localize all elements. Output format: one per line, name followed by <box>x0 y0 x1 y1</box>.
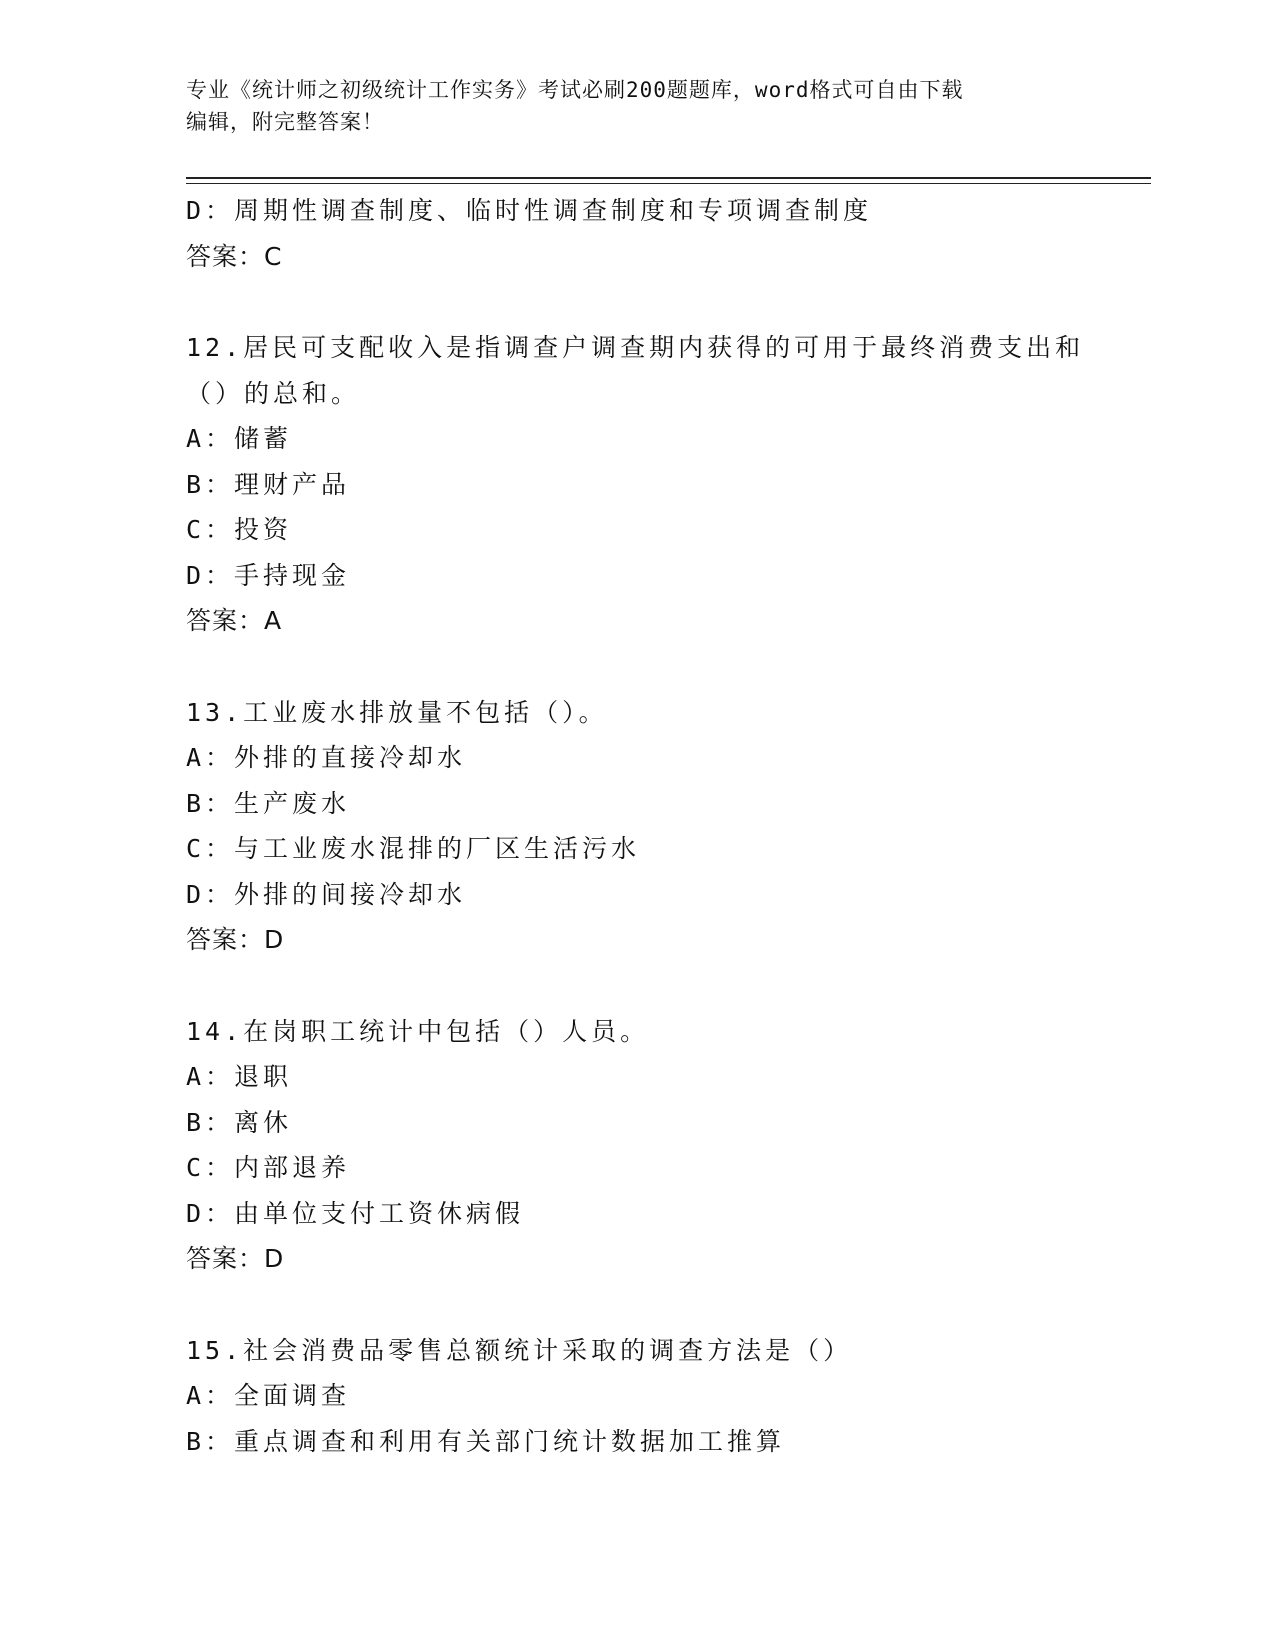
answer: 答案：D <box>186 925 285 954</box>
option-c: C：内部退养 <box>186 1153 351 1182</box>
question-13 <box>186 690 1086 963</box>
question-15 <box>186 1328 1086 1465</box>
option-b: B：生产废水 <box>186 788 351 818</box>
option-d: D：由单位支付工资休病假 <box>186 1198 525 1228</box>
option-b: B：重点调查和利用有关部门统计数据加工推算 <box>186 1426 786 1456</box>
question-stem: 12.居民可支配收入是指调查户调查期内获得的可用于最终消费支出和 <box>186 333 1085 362</box>
question-stem: （）的总和。 <box>186 378 361 408</box>
option-a: A：全面调查 <box>186 1381 351 1410</box>
question-stem: 14.在岗职工统计中包括（）人员。 <box>186 1016 650 1046</box>
header-line-2: 编辑，附完整答案！ <box>186 110 384 134</box>
option-b: B：离休 <box>186 1107 293 1137</box>
answer: 答案：D <box>186 1244 285 1273</box>
header-divider-thin <box>186 183 1151 184</box>
answer: 答案：A <box>186 606 283 635</box>
prev-option-d: D：周期性调查制度、临时性调查制度和专项调查制度 <box>186 196 873 225</box>
option-c: C：与工业废水混排的厂区生活污水 <box>186 834 641 863</box>
option-b: B：理财产品 <box>186 469 351 499</box>
spacer <box>186 963 1086 1009</box>
header-divider-thick <box>186 177 1151 179</box>
question-12 <box>186 325 1086 644</box>
option-a: A：外排的直接冷却水 <box>186 743 467 772</box>
document-header <box>186 74 1086 138</box>
spacer <box>186 1282 1086 1328</box>
option-a: A：储蓄 <box>186 424 293 453</box>
question-stem: 15.社会消费品零售总额统计采取的调查方法是（） <box>186 1335 853 1365</box>
spacer <box>186 644 1086 690</box>
question-stem: 13.工业废水排放量不包括（）。 <box>186 697 608 727</box>
header-line-1: 专业《统计师之初级统计工作实务》考试必刷200题题库，word格式可自由下载 <box>186 78 964 102</box>
question-list <box>186 188 1086 1464</box>
option-d: D：手持现金 <box>186 560 351 590</box>
prev-answer: 答案：C <box>186 241 283 271</box>
option-a: A：退职 <box>186 1062 293 1091</box>
spacer <box>186 279 1086 325</box>
option-c: C：投资 <box>186 515 293 544</box>
question-14 <box>186 1009 1086 1282</box>
option-d: D：外排的间接冷却水 <box>186 879 467 909</box>
